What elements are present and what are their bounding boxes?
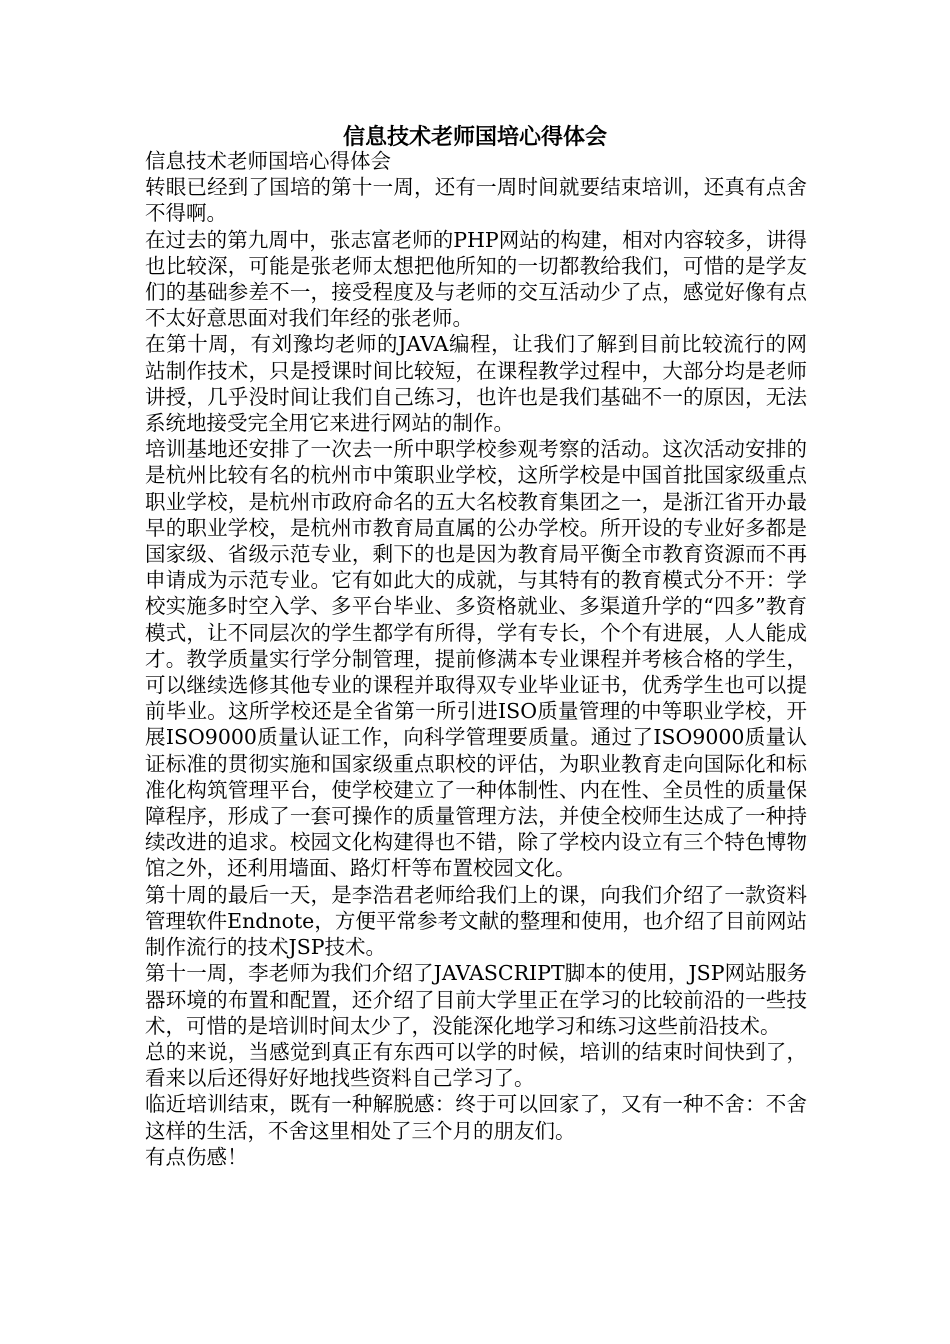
paragraph-week-ten: 在第十周，有刘豫均老师的JAVA编程，让我们了解到目前比较流行的网站制作技术，只是授课时间比较短，在课程教学过程中，大部分均是老师讲授，几乎没时间让我们自己练习，也许也是我们基础不一的原因，无法系统地接受完全用它来进行网站的制作。	[145, 332, 807, 436]
paragraph-week-eleven: 第十一周，李老师为我们介绍了JAVASCRIPT脚本的使用，JSP网站服务器环境的布置和配置，还介绍了目前大学里正在学习的比较前沿的一些技术，可惜的是培训时间太少了，没能深化地学习和练习这些前沿技术。	[145, 961, 807, 1038]
document-body	[145, 148, 807, 1170]
paragraph-summary: 总的来说，当感觉到真正有东西可以学的时候，培训的结束时间快到了，看来以后还得好好地找些资料自己学习了。	[145, 1039, 807, 1091]
paragraph-school-visit: 培训基地还安排了一次去一所中职学校参观考察的活动。这次活动安排的是杭州比较有名的杭州市中策职业学校，这所学校是中国首批国家级重点职业学校，是杭州市政府命名的五大名校教育集团之一，是浙江省开办最早的职业学校，是杭州市教育局直属的公办学校。所开设的专业好多都是国家级、省级示范专业，剩下的也是因为教育局平衡全市教育资源而不再申请成为示范专业。它有如此大的成就，与其特有的教育模式分不开：学校实施多时空入学、多平台毕业、多资格就业、多渠道升学的“四多”教育模式，让不同层次的学生都学有所得，学有专长，个个有进展，人人能成才。教学质量实行学分制管理，提前修满本专业课程并考核合格的学生，可以继续选修其他专业的课程并取得双专业毕业证书，优秀学生也可以提前毕业。这所学校还是全省第一所引进ISO质量管理的中等职业学校，开展ISO9000质量认证工作，向科学管理要质量。通过了ISO9000质量认证标准的贯彻实施和国家级重点职校的评估，为职业教育走向国际化和标准化构筑管理平台，使学校建立了一种体制性、内在性、全员性的质量保障程序，形成了一套可操作的质量管理方法，并使全校师生达成了一种持续改进的追求。校园文化构建得也不错，除了学校内设立有三个特色博物馆之外，还利用墙面、路灯杆等布置校园文化。	[145, 437, 807, 881]
paragraph-subtitle: 信息技术老师国培心得体会	[145, 149, 391, 173]
paragraph-intro: 转眼已经到了国培的第十一周，还有一周时间就要结束培训，还真有点舍不得啊。	[145, 175, 807, 226]
paragraph-closing: 有点伤感！	[145, 1144, 248, 1169]
paragraph-week-ten-last-day: 第十周的最后一天，是李浩君老师给我们上的课，向我们介绍了一款资料管理软件Endnote，方便平常参考文献的整理和使用，也介绍了目前网站制作流行的技术JSP技术。	[145, 882, 807, 960]
paragraph-ending: 临近培训结束，既有一种解脱感：终于可以回家了，又有一种不舍：不舍这样的生活，不舍这里相处了三个月的朋友们。	[145, 1092, 807, 1143]
document-title: 信息技术老师国培心得体会	[342, 124, 607, 150]
paragraph-week-nine: 在过去的第九周中，张志富老师的PHP网站的构建，相对内容较多，讲得也比较深，可能是张老师太想把他所知的一切都教给我们，可惜的是学友们的基础参差不一，接受程度及与老师的交互活动少了点，感觉好像有点不太好意思面对我们年经的张老师。	[145, 227, 807, 331]
